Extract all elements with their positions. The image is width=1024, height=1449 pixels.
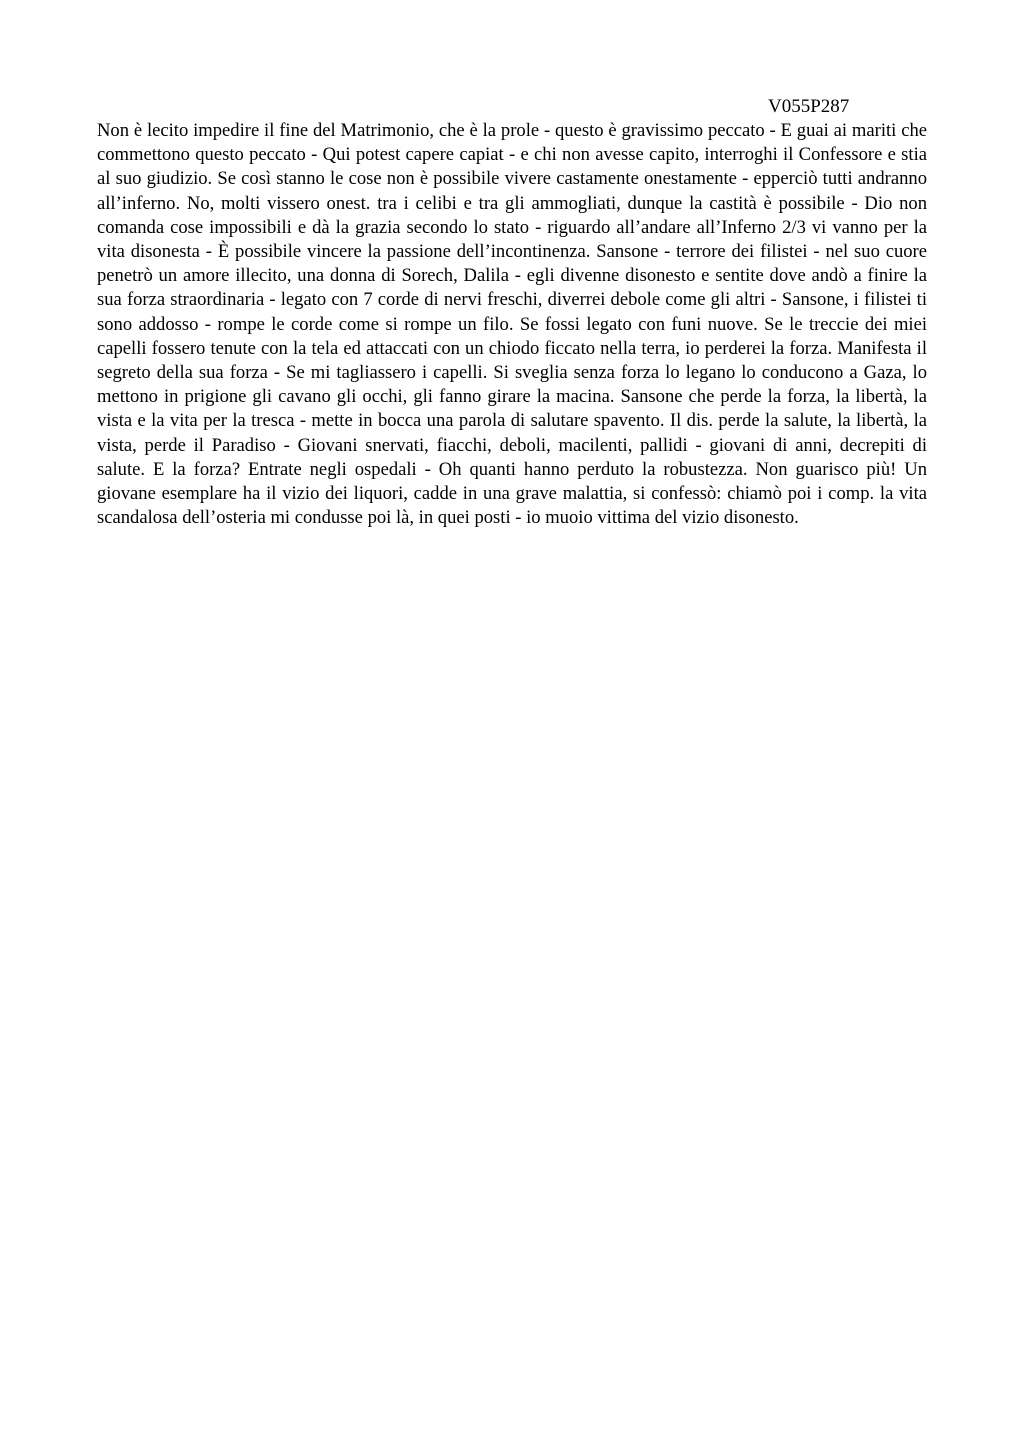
body-paragraph: Non è lecito impedire il fine del Matrimonio, che è la prole - questo è gravissimo peccato - E guai ai mariti che commettono questo peccato - Qui potest capere capiat - e chi non avesse capito, interroghi il Confessore e stia al suo giudizio. Se così stanno le cose non è possibile vivere castamente onestamente - epperciò tutti andranno all’inferno. No, molti vissero onest. tra i celibi e tra gli ammogliati, dunque la castità è possibile - Dio non comanda cose impossibili e dà la grazia secondo lo stato - riguardo all’andare all’Inferno 2/3 vi vanno per la vita disonesta - È possibile vincere la passione dell’incontinenza. Sansone - terrore dei filistei - nel suo cuore penetrò un amore illecito, una donna di Sorech, Dalila - egli divenne disonesto e sentite dove andò a finire la sua forza straordinaria - legato con 7 corde di nervi freschi, diverrei debole come gli altri - Sansone, i filistei ti sono addosso - rompe le corde come si rompe un filo. Se fossi legato con funi nuove. Se le treccie dei miei capelli fossero tenute con la tela ed attaccati con un chiodo ficcato nella terra, io perderei la forza. Manifesta il segreto della sua forza - Se mi tagliassero i capelli. Si sveglia senza forza lo legano lo conducono a Gaza, lo mettono in prigione gli cavano gli occhi, gli fanno girare la macina. Sansone che perde la forza, la libertà, la vista e la vita per la tresca - mette in bocca una parola di salutare spavento. Il dis. perde la salute, la libertà, la vista, perde il Paradiso - Giovani snervati, fiacchi, deboli, macilenti, pallidi - giovani di anni, decrepiti di salute. E la forza? Entrate negli ospedali - Oh quanti hanno perduto la robustezza. Non guarisco più! Un giovane esemplare ha il vizio dei liquori, cadde in una grave malattia, si confessò: chiamò poi i comp. la vita scandalosa dell’osteria mi condusse poi là, in quei posti - io muoio vittima del vizio disonesto.: [97, 120, 927, 529]
page-identifier: V055P287: [768, 96, 850, 117]
